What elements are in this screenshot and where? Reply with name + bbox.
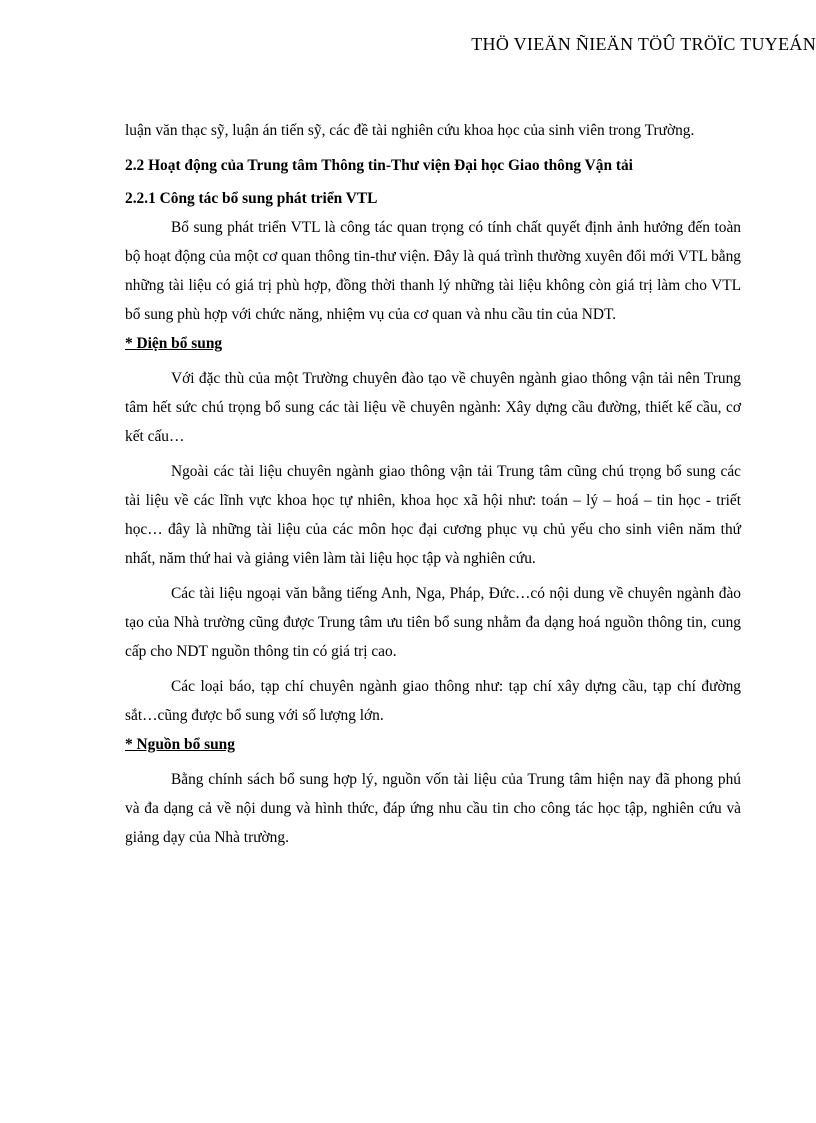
paragraph: Bằng chính sách bổ sung hợp lý, nguồn vốn tài liệu của Trung tâm hiện nay đã phong phú và đa dạng cả về nội dung và hình thức, đáp ứng nhu cầu tin cho công tác học tập, nghiên cứu và giảng dạy của Nhà trường.: [125, 771, 741, 846]
section-heading-2-2: 2.2 Hoạt động của Trung tâm Thông tin-Thư viện Đại học Giao thông Vận tải: [125, 157, 633, 174]
paragraph: Ngoài các tài liệu chuyên ngành giao thông vận tải Trung tâm cũng chú trọng bổ sung các tài liệu về các lĩnh vực khoa học tự nhiên, khoa học xã hội như: toán – lý – hoá – tin học - triết học… đây là những tài liệu của các môn học đại cương phục vụ chủ yếu cho sinh viên năm thứ nhất, năm thứ hai và giảng viên làm tài liệu học tập và nghiên cứu.: [125, 463, 741, 567]
paragraph: Các loại báo, tạp chí chuyên ngành giao thông như: tạp chí xây dựng cầu, tạp chí đường sắt…cũng được bổ sung với số lượng lớn.: [125, 678, 741, 724]
document-body: [125, 116, 741, 852]
subheading-dien-bo-sung: [125, 329, 741, 358]
paragraph: Các tài liệu ngoại văn bằng tiếng Anh, Nga, Pháp, Đức…có nội dung về chuyên ngành đào tạo của Nhà trường cũng được Trung tâm ưu tiên bổ sung nhằm đa dạng hoá nguồn thông tin, cung cấp cho NDT nguồn thông tin có giá trị cao.: [125, 585, 741, 660]
paragraph: luận văn thạc sỹ, luận án tiến sỹ, các đề tài nghiên cứu khoa học của sinh viên trong Trường.: [125, 122, 695, 139]
paragraph: Với đặc thù của một Trường chuyên đào tạo về chuyên ngành giao thông vận tải nên Trung tâm hết sức chú trọng bổ sung các tài liệu về chuyên ngành: Xây dựng cầu đường, thiết kế cầu, cơ kết cấu…: [125, 370, 741, 445]
page-header: THÖ VIEÄN ÑIEÄN TÖÛ TRÖÏC TUYEÁN: [471, 34, 816, 54]
subheading-text: * Nguồn bổ sung: [125, 736, 235, 753]
subheading-nguon-bo-sung: [125, 730, 741, 759]
section-heading-2-2-1: 2.2.1 Công tác bổ sung phát triển VTL: [125, 190, 378, 207]
subheading-text: * Diện bổ sung: [125, 335, 223, 352]
paragraph: Bổ sung phát triển VTL là công tác quan trọng có tính chất quyết định ảnh hưởng đến toàn bộ hoạt động của một cơ quan thông tin-thư viện. Đây là quá trình thường xuyên đổi mới VTL bằng những tài liệu có giá trị phù hợp, đồng thời thanh lý những tài liệu không còn giá trị làm cho VTL bổ sung phù hợp với chức năng, nhiệm vụ của cơ quan và nhu cầu tin của NDT.: [125, 219, 741, 323]
